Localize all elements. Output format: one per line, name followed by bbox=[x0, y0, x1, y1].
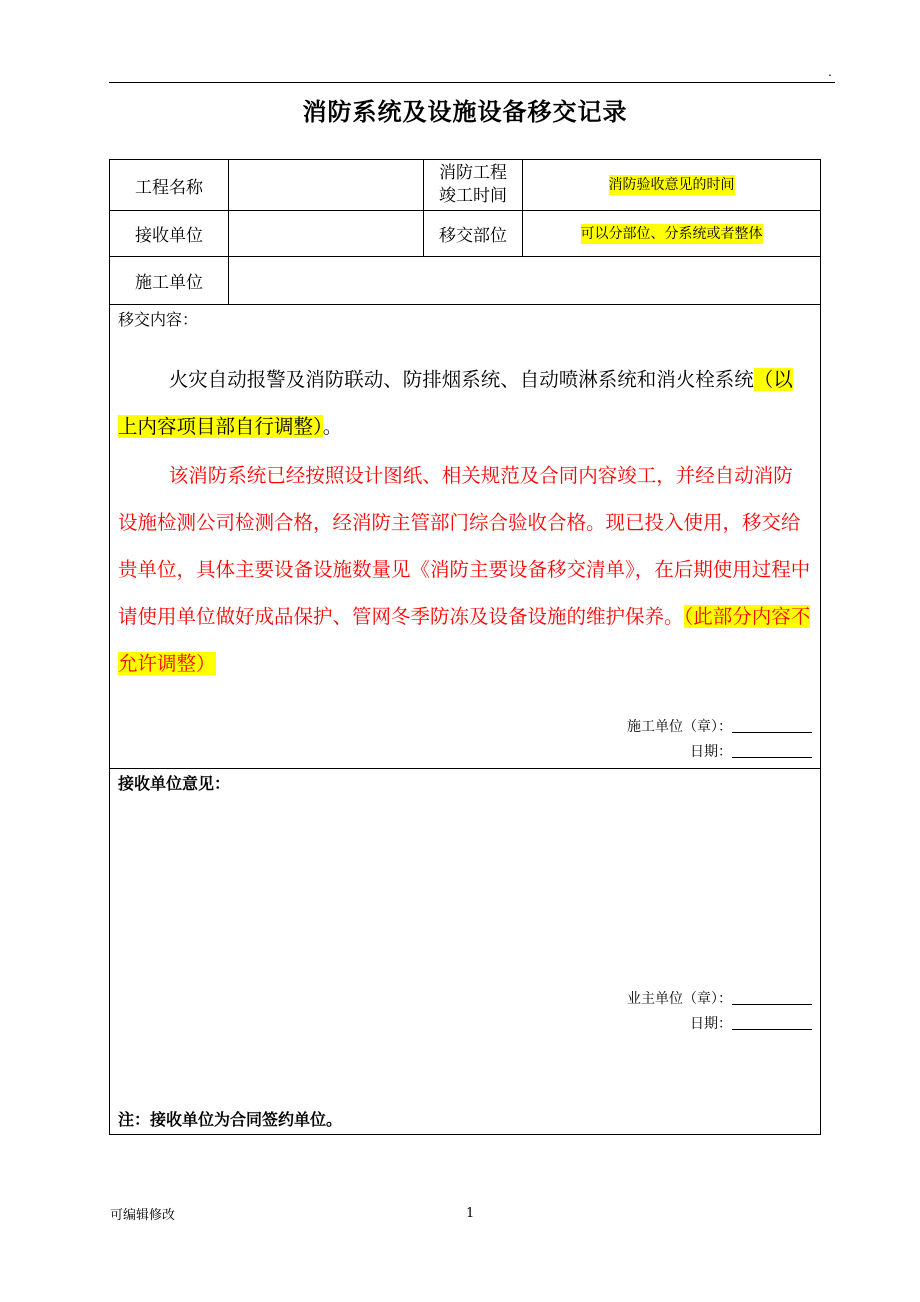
footer-editable-note: 可编辑修改 bbox=[110, 1208, 176, 1223]
owner-date-blank[interactable] bbox=[732, 1015, 812, 1030]
contractor-seal-line bbox=[627, 717, 812, 737]
transfer-part-hint: 可以分部位、分系统或者整体 bbox=[580, 225, 763, 242]
receiver-label: 接收单位 bbox=[135, 226, 203, 246]
completion-time-hint: 消防验收意见的时间 bbox=[608, 177, 735, 193]
statement-paragraph bbox=[118, 452, 812, 687]
receiver-note: 注：接收单位为合同签约单位。 bbox=[118, 1110, 343, 1129]
systems-note: （以上内容项目部自行调整） bbox=[118, 368, 793, 438]
project-name-label: 工程名称 bbox=[135, 177, 203, 198]
transfer-part-label: 移交部位 bbox=[439, 226, 507, 246]
contractor-date-label: 日期： bbox=[690, 744, 732, 760]
statement-text: 该消防系统已经按照设计图纸、相关规范及合同内容竣工，并经自动消防设施检测公司检测合格，经消防主管部门综合验收合格。现已投入使用，移交给贵单位，具体主要设备设施数量见《消防主要设备移交清单》，在后期使用过程中请使用单位做好成品保护、管网冬季防冻及设备设施的维护保养。 bbox=[118, 464, 811, 628]
systems-note-end: 。 bbox=[322, 415, 343, 438]
transfer-content-label: 移交内容： bbox=[118, 310, 199, 329]
row-divider bbox=[110, 768, 820, 769]
systems-text: 火灾自动报警及消防联动、防排烟系统、自动喷淋系统和消火栓系统 bbox=[168, 368, 754, 391]
handover-form-table bbox=[109, 159, 821, 1135]
systems-paragraph bbox=[118, 356, 812, 450]
completion-time-label bbox=[424, 160, 522, 210]
completion-time-label-line2: 竣工时间 bbox=[439, 186, 507, 206]
page-title: 消防系统及设施设备移交记录 bbox=[302, 98, 628, 126]
row-divider bbox=[110, 304, 820, 305]
project-name-field[interactable] bbox=[229, 160, 423, 210]
completion-time-label-line1: 消防工程 bbox=[439, 163, 507, 183]
page-number: 1 bbox=[466, 1206, 475, 1221]
receiver-field[interactable] bbox=[229, 211, 423, 256]
header-rule bbox=[109, 82, 835, 83]
owner-seal-label: 业主单位（章）： bbox=[627, 991, 732, 1007]
owner-date-label: 日期： bbox=[690, 1016, 732, 1032]
contractor-date-blank[interactable] bbox=[732, 743, 812, 758]
transfer-part-field[interactable] bbox=[523, 211, 820, 256]
owner-seal-line bbox=[627, 989, 812, 1009]
contractor-date-line bbox=[690, 742, 812, 762]
contractor-seal-label: 施工单位（章）： bbox=[627, 719, 732, 735]
receiver-opinion-label: 接收单位意见： bbox=[118, 774, 231, 793]
statement-note: （此部分内容不允许调整） bbox=[118, 605, 811, 675]
owner-seal-blank[interactable] bbox=[732, 990, 812, 1005]
contractor-label: 施工单位 bbox=[135, 273, 203, 293]
contractor-field[interactable] bbox=[229, 257, 820, 304]
completion-time-field[interactable] bbox=[523, 160, 820, 210]
owner-date-line bbox=[690, 1014, 812, 1034]
header-mark: . bbox=[828, 65, 832, 79]
contractor-seal-blank[interactable] bbox=[732, 718, 812, 733]
